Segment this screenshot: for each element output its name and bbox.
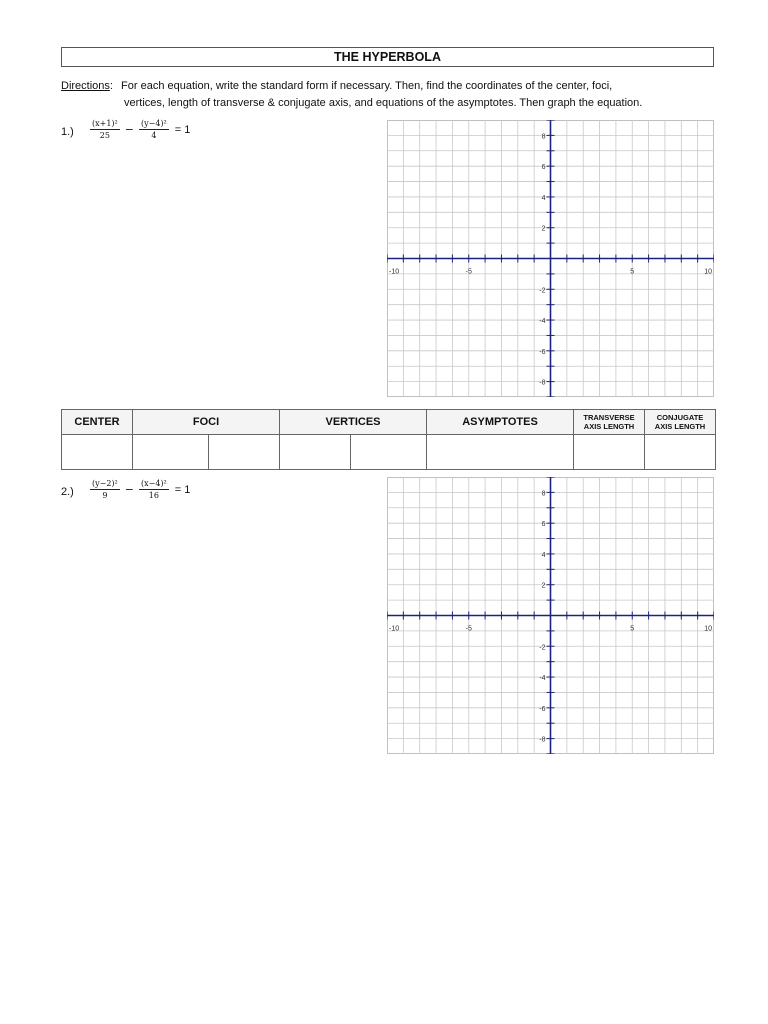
equation	[88, 479, 190, 500]
answer-cell-conjugate[interactable]	[645, 435, 716, 470]
equation-rhs: = 1	[174, 483, 191, 496]
fraction	[90, 479, 120, 500]
header-transverse-axis-length	[574, 410, 645, 435]
header-center: CENTER	[62, 410, 133, 435]
coordinate-grid-2	[387, 477, 714, 754]
y-tick-label: -4	[539, 675, 546, 683]
answer-cell-focus-1[interactable]	[133, 435, 209, 470]
minus-operator: −	[124, 483, 134, 496]
y-tick-label: 2	[541, 582, 546, 590]
header-transverse-line2: AXIS LENGTH	[583, 422, 635, 431]
minus-operator: −	[124, 123, 134, 136]
y-tick-label: 8	[541, 490, 546, 498]
table-answer-row	[62, 435, 716, 470]
fraction-denominator: 9	[102, 491, 108, 500]
table-header-row	[62, 410, 716, 435]
header-transverse-line1: TRANSVERSE	[583, 413, 635, 422]
x-tick-label: 5	[630, 268, 635, 276]
fraction-numerator: (x−4)²	[140, 479, 167, 488]
fraction-denominator: 25	[99, 131, 110, 140]
header-asymptotes: ASYMPTOTES	[427, 410, 574, 435]
equation-rhs: = 1	[174, 123, 191, 136]
y-tick-label: 8	[541, 133, 546, 141]
answer-cell-transverse[interactable]	[574, 435, 645, 470]
answer-table	[61, 409, 716, 470]
x-tick-label: -10	[389, 625, 400, 633]
header-conjugate-line1: CONJUGATE	[656, 413, 704, 422]
problem-number: 1.)	[61, 126, 74, 138]
directions-colon: :	[109, 80, 113, 92]
y-tick-label: -4	[539, 318, 546, 326]
x-tick-label: -5	[465, 268, 472, 276]
header-conjugate-axis-length	[645, 410, 716, 435]
x-tick-label: -10	[389, 268, 400, 276]
fraction-numerator: (y−2)²	[92, 479, 118, 488]
directions	[61, 78, 642, 112]
answer-cell-vertex-2[interactable]	[351, 435, 427, 470]
answer-cell-focus-2[interactable]	[209, 435, 280, 470]
coordinate-grid-1	[387, 120, 714, 397]
y-tick-label: -2	[539, 287, 546, 295]
directions-label: Directions	[61, 80, 110, 92]
directions-line2: vertices, length of transverse & conjugate axis, and equations of the asymptotes. Then graph the equation.	[124, 97, 643, 109]
header-vertices: VERTICES	[280, 410, 427, 435]
y-tick-label: 6	[541, 164, 546, 172]
answer-cell-asymptotes[interactable]	[427, 435, 574, 470]
y-tick-label: 6	[541, 521, 546, 529]
x-tick-label: 10	[704, 625, 712, 633]
y-tick-label: -6	[539, 705, 546, 713]
equation	[88, 119, 190, 140]
fraction-denominator: 4	[151, 131, 157, 140]
fraction-numerator: (x+1)²	[92, 119, 118, 128]
x-tick-label: 10	[704, 268, 712, 276]
answer-cell-center[interactable]	[62, 435, 133, 470]
header-conjugate-line2: AXIS LENGTH	[654, 422, 706, 431]
fraction-denominator: 16	[148, 491, 159, 500]
fraction	[139, 119, 169, 140]
answer-cell-vertex-1[interactable]	[280, 435, 351, 470]
y-tick-label: -6	[539, 348, 546, 356]
y-tick-label: -8	[539, 379, 546, 387]
y-tick-label: 2	[541, 225, 546, 233]
x-tick-label: 5	[630, 625, 635, 633]
y-tick-label: 4	[541, 551, 546, 559]
y-tick-label: -2	[539, 644, 546, 652]
x-tick-label: -5	[465, 625, 472, 633]
y-tick-label: -8	[539, 736, 546, 744]
fraction	[90, 119, 120, 140]
page-title: THE HYPERBOLA	[61, 47, 714, 67]
grid-svg	[387, 120, 714, 397]
y-tick-label: 4	[541, 194, 546, 202]
directions-line1: For each equation, write the standard form if necessary. Then, find the coordinates of the center, foci,	[121, 80, 613, 92]
fraction	[139, 479, 169, 500]
grid-svg	[387, 477, 714, 754]
header-foci: FOCI	[133, 410, 280, 435]
fraction-numerator: (y−4)²	[140, 119, 167, 128]
problem-number: 2.)	[61, 486, 74, 498]
